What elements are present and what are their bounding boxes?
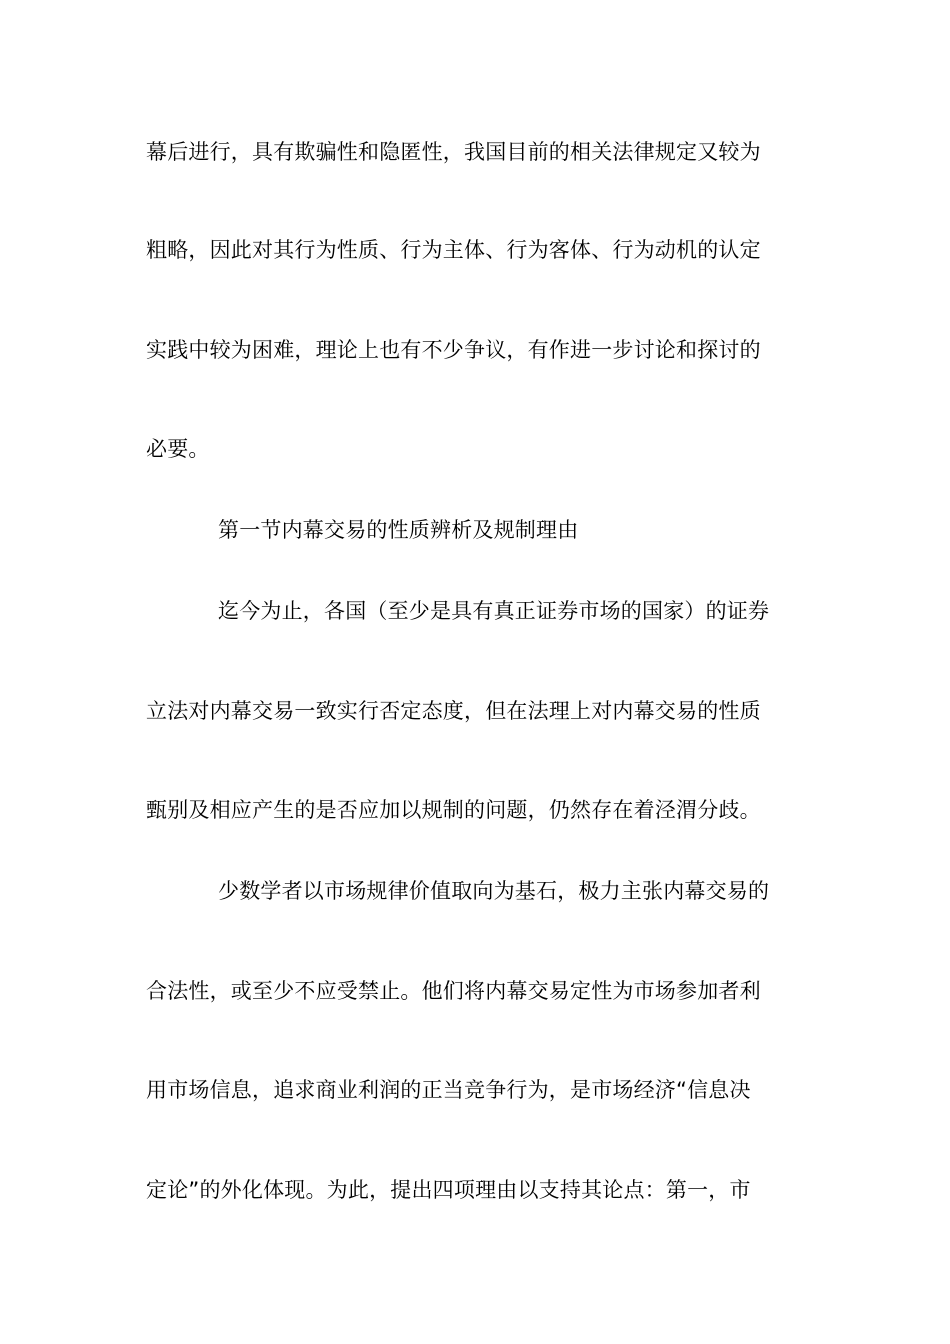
paragraph-line: 用市场信息，追求商业利润的正当竞争行为，是市场经济“信息决 — [146, 1078, 751, 1102]
paragraph-line: 实践中较为困难，理论上也有不少争议，有作进一步讨论和探讨的 — [146, 338, 761, 362]
section-heading: 第一节内幕交易的性质辨析及规制理由 — [218, 518, 579, 542]
paragraph-line: 合法性，或至少不应受禁止。他们将内幕交易定性为市场参加者利 — [146, 979, 761, 1003]
paragraph-line: 立法对内幕交易一致实行否定态度，但在法理上对内幕交易的性质 — [146, 699, 761, 723]
paragraph-line: 定论”的外化体现。为此，提出四项理由以支持其论点：第一，市 — [146, 1178, 751, 1202]
paragraph-line: 必要。 — [146, 437, 210, 461]
paragraph-line: 迄今为止，各国（至少是具有真正证券市场的国家）的证券 — [218, 599, 770, 623]
paragraph-line: 甄别及相应产生的是否应加以规制的问题，仍然存在着泾渭分歧。 — [146, 798, 761, 822]
paragraph-line: 少数学者以市场规律价值取向为基石，极力主张内幕交易的 — [218, 879, 770, 903]
paragraph-line: 粗略，因此对其行为性质、行为主体、行为客体、行为动机的认定 — [146, 238, 761, 262]
paragraph-line: 幕后进行，具有欺骗性和隐匿性，我国目前的相关法律规定又较为 — [146, 140, 761, 164]
